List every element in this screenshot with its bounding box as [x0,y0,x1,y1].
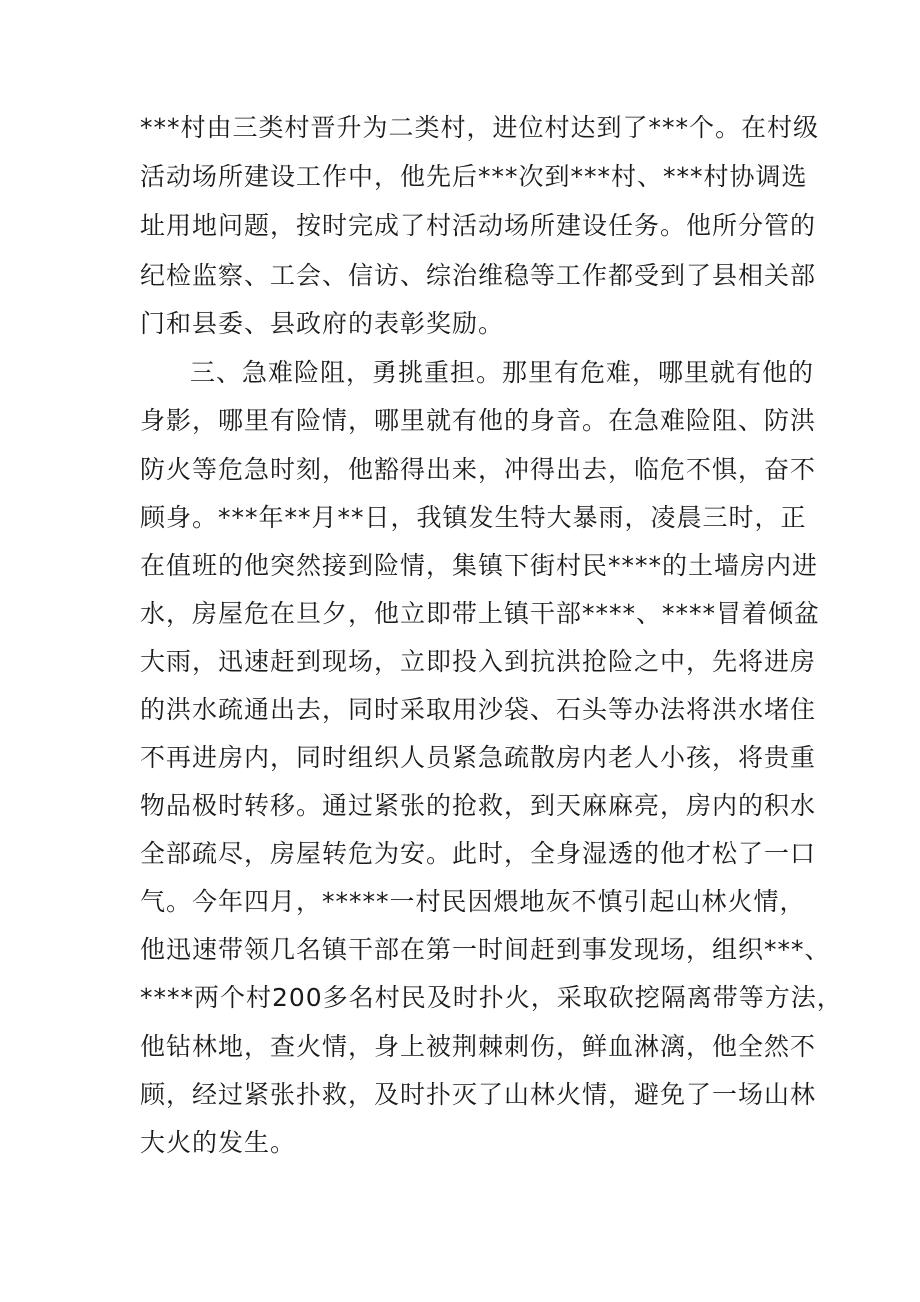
text-line: 他钻林地，查火情，身上被荆棘刺伤，鲜血淋漓，他全然不 [140,1032,817,1061]
text-line: 身影，哪里有险情，哪里就有他的身音。在急难险阻、防洪 [140,406,817,435]
text-line: 不再进房内，同时组织人员紧急疏散房内老人小孩，将贵重 [140,743,817,772]
text-line: 顾，经过紧张扑救，及时扑灭了山林火情，避免了一场山林 [140,1080,817,1109]
text-line: 他迅速带领几名镇干部在第一时间赶到事发现场，组织***、 [140,935,831,964]
text-line: 址用地问题，按时完成了村活动场所建设任务。他所分管的 [140,211,817,240]
text-line: 的洪水疏通出去，同时采取用沙袋、石头等办法将洪水堵住 [140,695,817,724]
text-line: 门和县委、县政府的表彰奖励。 [140,309,505,338]
text-line: 纪检监察、工会、信访、综治维稳等工作都受到了县相关部 [140,261,817,290]
text-line: 水，房屋危在旦夕，他立即带上镇干部****、****冒着倾盆 [140,599,821,628]
paragraph-heading-line: 三、急难险阻，勇挑重担。那里有危难，哪里就有他的 [190,358,815,387]
text-line: 顾身。***年**月**日，我镇发生特大暴雨，凌晨三时，正 [140,503,807,532]
text-line: ****两个村200多名村民及时扑火，采取砍挖隔离带等方法， [140,983,843,1012]
text-line: 在值班的他突然接到险情，集镇下街村民****的土墙房内进 [140,551,819,580]
text-line: 气。今年四月，*****一村民因煨地灰不慎引起山林火情， [140,887,806,916]
text-line: 活动场所建设工作中，他先后***次到***村、***村协调选 [140,162,808,191]
text-line: 防火等危急时刻，他豁得出来，冲得出去，临危不惧，奋不 [140,455,817,484]
text-line: 物品极时转移。通过紧张的抢救，到天麻麻亮，房内的积水 [140,791,817,820]
text-line: ***村由三类村晋升为二类村，进位村达到了***个。在村级 [140,113,820,142]
text-line: 大火的发生。 [140,1128,297,1157]
text-line: 大雨，迅速赶到现场，立即投入到抗洪抢险之中，先将进房 [140,647,817,676]
text-line: 全部疏尽，房屋转危为安。此时，全身湿透的他才松了一口 [140,839,817,868]
